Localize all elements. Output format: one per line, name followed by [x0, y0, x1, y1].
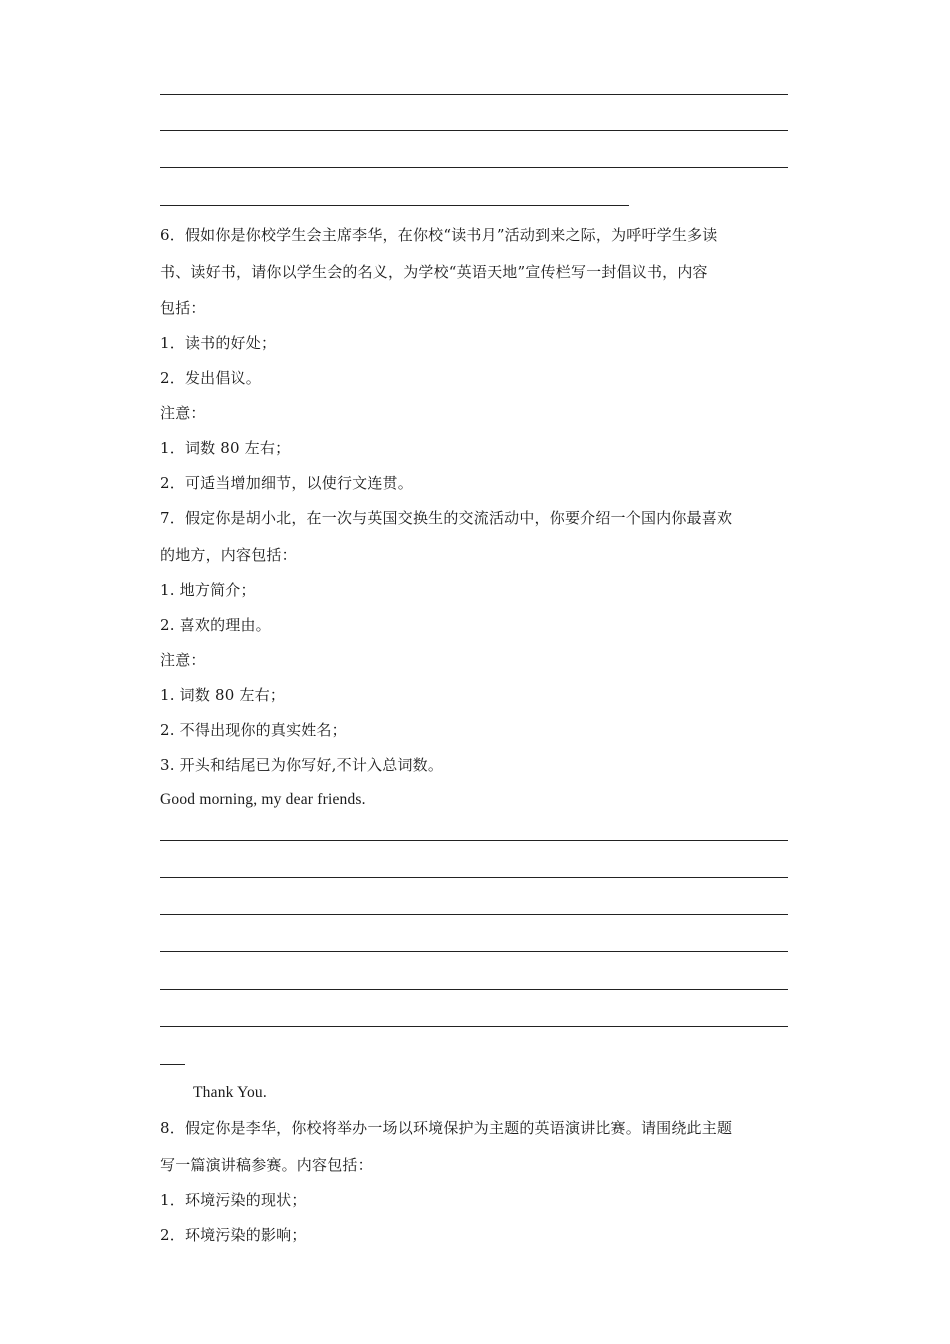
q7-content-item-2: 2. 喜欢的理由。 [160, 616, 271, 634]
q7-note-2: 2. 不得出现你的真实姓名； [160, 721, 347, 739]
q7-opening-sentence: Good morning, my dear friends. [160, 791, 366, 808]
q8-prompt-line-1: 8．假定你是李华，你校将举办一场以环境保护为主题的英语演讲比赛。请围绕此主题 [160, 1119, 733, 1137]
q8-content-item-1: 1．环境污染的现状； [160, 1191, 307, 1209]
answer-line[interactable] [160, 877, 788, 878]
answer-line[interactable] [160, 914, 788, 915]
answer-line[interactable] [160, 840, 788, 841]
answer-line[interactable] [160, 130, 788, 131]
q6-prompt-line-3: 包括： [160, 299, 206, 317]
q6-note-2: 2．可适当增加细节，以使行文连贯。 [160, 474, 413, 492]
q6-content-item-1: 1．读书的好处； [160, 334, 277, 352]
q7-closing-sentence: Thank You. [193, 1084, 267, 1101]
answer-line[interactable] [160, 205, 629, 206]
q7-prompt-line-2: 的地方，内容包括： [160, 546, 297, 564]
q6-content-item-2: 2．发出倡议。 [160, 369, 261, 387]
answer-line[interactable] [160, 1026, 788, 1027]
q7-note-3: 3. 开头和结尾已为你写好,不计入总词数。 [160, 756, 444, 774]
q7-note-label: 注意： [160, 651, 206, 669]
q8-prompt-line-2: 写一篇演讲稿参赛。内容包括： [160, 1156, 373, 1174]
answer-line[interactable] [160, 951, 788, 952]
q6-prompt-line-2: 书、读好书，请你以学生会的名义，为学校“英语天地”宣传栏写一封倡议书，内容 [160, 263, 708, 281]
q7-note-1: 1. 词数 80 左右； [160, 686, 286, 704]
answer-line[interactable] [160, 1064, 185, 1065]
answer-line[interactable] [160, 167, 788, 168]
q6-note-1: 1．词数 80 左右； [160, 439, 291, 457]
q6-note-label: 注意： [160, 404, 206, 422]
q7-prompt-line-1: 7．假定你是胡小北，在一次与英国交换生的交流活动中，你要介绍一个国内你最喜欢 [160, 509, 733, 527]
answer-line[interactable] [160, 94, 788, 95]
q7-content-item-1: 1. 地方简介； [160, 581, 256, 599]
q8-content-item-2: 2．环境污染的影响； [160, 1226, 307, 1244]
answer-line[interactable] [160, 989, 788, 990]
q6-prompt-line-1: 6．假如你是你校学生会主席李华，在你校“读书月”活动到来之际，为呼吁学生多读 [160, 226, 718, 244]
